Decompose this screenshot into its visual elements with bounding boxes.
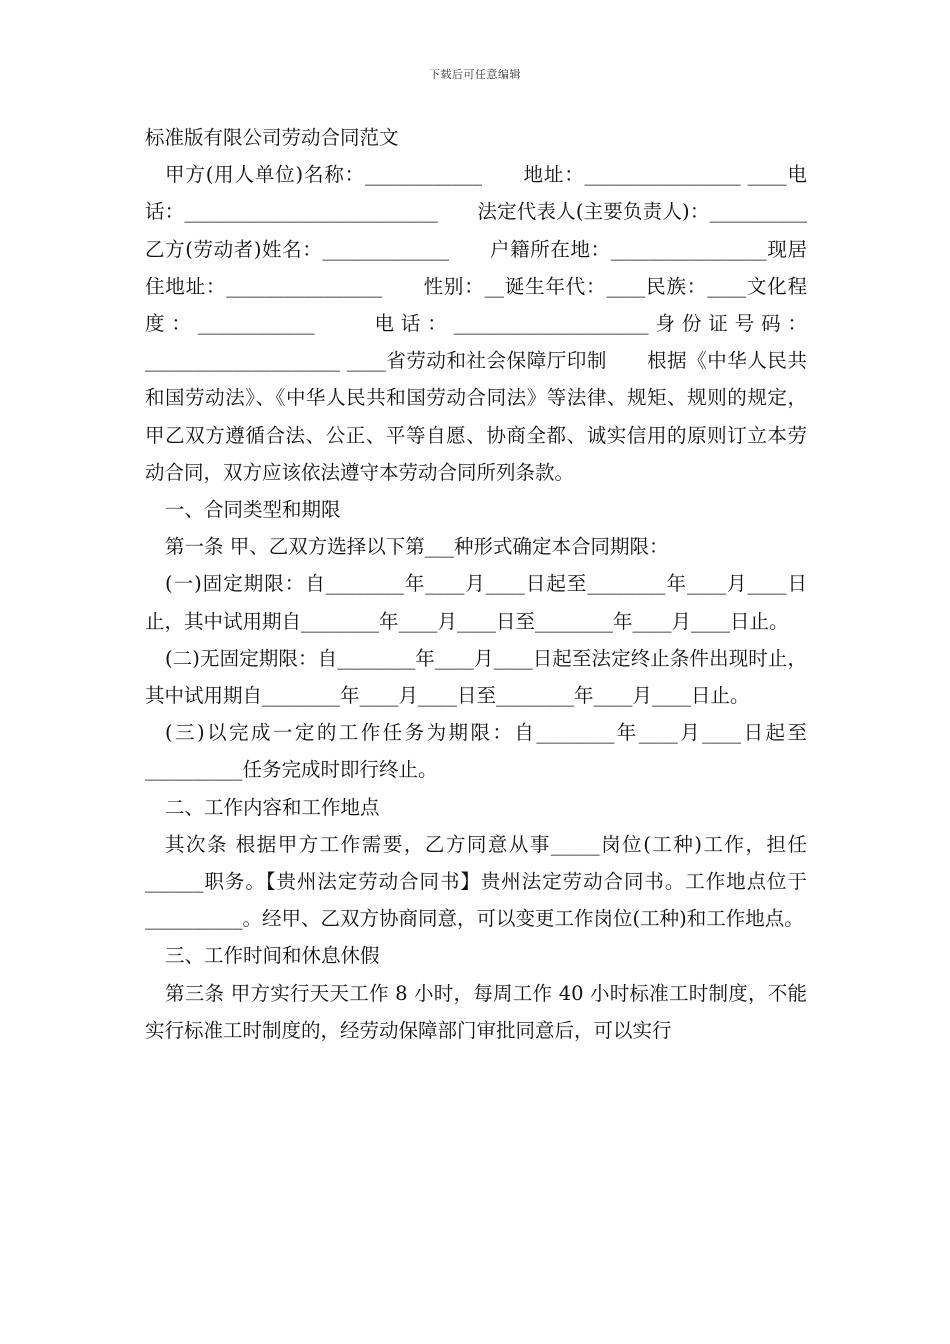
open-term-paragraph: (二)无固定期限：自________年____月____日起至法定终止条件出现时止，其中试用期自________年____月____日至________年____月____日止。 — [145, 646, 807, 708]
section-heading-work-hours: 三、工作时间和休息休假 — [165, 944, 380, 968]
document-body — [145, 119, 847, 1049]
task-term-paragraph: (三)以完成一定的工作任务为期限：自________年____月____日起至__________任务完成时即行终止。 — [145, 721, 807, 782]
article-2-paragraph: 其次条 根据甲方工作需要，乙方同意从事_____岗位(工种)工作，担任______职务。【贵州法定劳动合同书】贵州法定劳动合同书。工作地点位于__________。经甲、乙双方协商同意，可以变更工作岗位(工种)和工作地点。 — [145, 832, 807, 931]
parties-paragraph: 甲方(用人单位)名称：____________ 地址：________________ ____电话：__________________________ 法定代表人(主要负责人)：__________ 乙方(劳动者)姓名：_____________ 户籍所在地：________________现居住地址：________________ 性别：__诞生年代：____民族：____文化程度：____________ 电话：____________________身份证号码：____________________ ____省劳动和社会保障厅印制 根据《中华人民共和国劳动法》、《中华人民共和国劳动合同法》等法律、规矩、规则的规定，甲乙双方遵循合法、公正、平等自愿、协商全都、诚实信用的原则订立本劳动合同，双方应该依法遵守本劳动合同所列条款。 — [145, 163, 847, 484]
article-3-paragraph: 第三条 甲方实行天天工作 8 小时，每周工作 40 小时标准工时制度，不能实行标准工时制度的，经劳动保障部门审批同意后，可以实行 — [145, 981, 807, 1042]
section-heading-work-content: 二、工作内容和工作地点 — [165, 795, 380, 819]
section-heading-contract-type: 一、合同类型和期限 — [165, 498, 341, 522]
fixed-term-paragraph: (一)固定期限：自________年____月____日起至________年____月____日止，其中试用期自________年____月____日至________年____月____日止。 — [145, 572, 807, 633]
page-header-note: 下载后可任意编辑 — [429, 68, 521, 81]
article-1-paragraph: 第一条 甲、乙双方选择以下第___种形式确定本合同期限： — [165, 535, 669, 559]
document-title: 标准版有限公司劳动合同范文 — [145, 126, 399, 149]
